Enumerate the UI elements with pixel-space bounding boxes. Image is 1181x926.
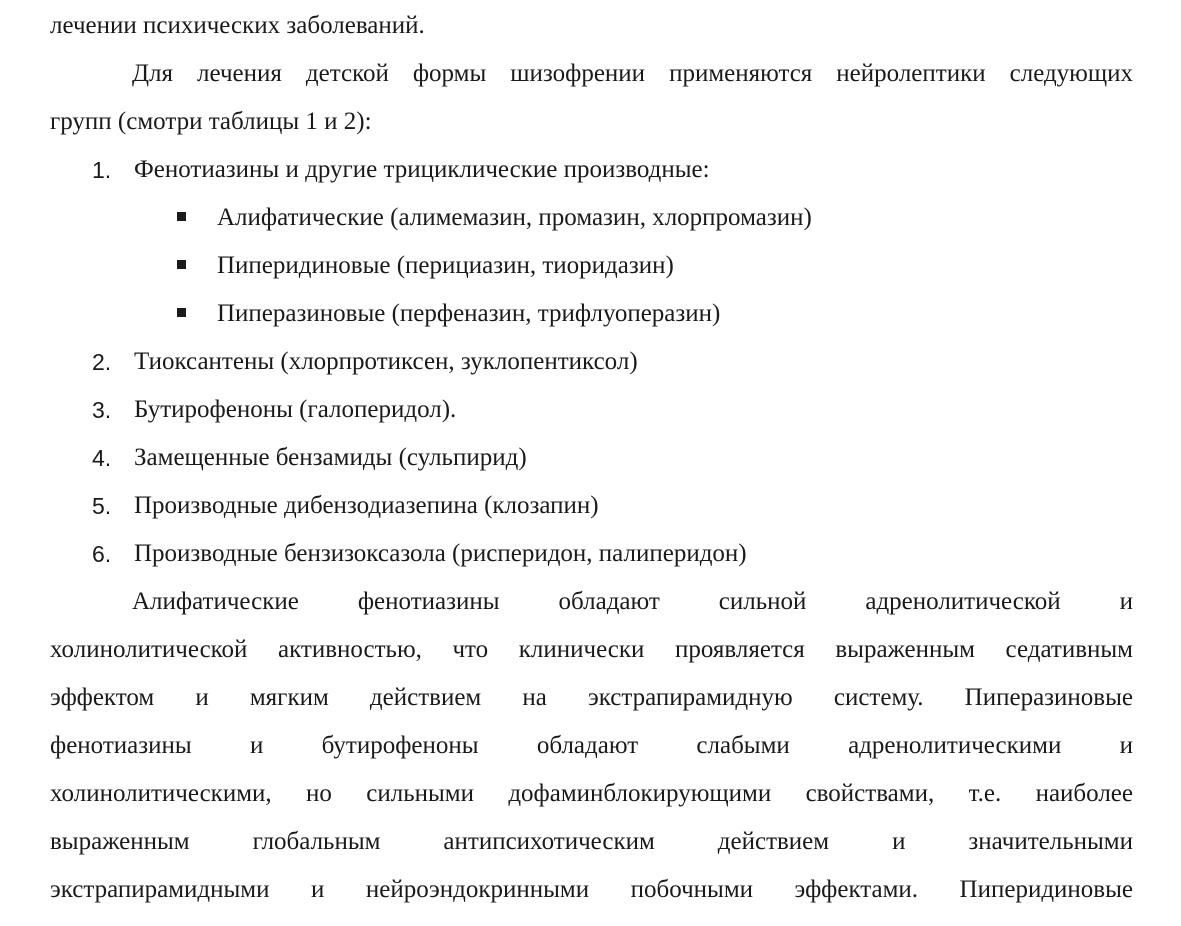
list-item-number: 1. (92, 157, 112, 183)
paragraph-line: экстрапирамидными и нейроэндокринными побочными эффектами. Пиперидиновые (50, 876, 1133, 903)
bullet-icon (177, 212, 186, 221)
sublist-item-text: Пиперидиновые (перициазин, тиоридазин) (217, 252, 674, 279)
list-item-number: 4. (92, 445, 112, 471)
list-item-text: Производные дибензодиазепина (клозапин) (134, 492, 599, 519)
list-item-number: 5. (92, 493, 112, 519)
list-item-text: Тиоксантены (хлорпротиксен, зуклопентиксол) (134, 348, 638, 375)
list-item-text: Бутирофеноны (галоперидол). (134, 396, 457, 423)
sublist-item-text: Алифатические (алимемазин, промазин, хлорпромазин) (217, 204, 812, 231)
paragraph-line: выраженным глобальным антипсихотическим действием и значительными (50, 828, 1133, 855)
paragraph-line: холинолитическими, но сильными дофаминблокирующими свойствами, т.е. наиболее (50, 780, 1133, 807)
list-item-number: 3. (92, 397, 112, 423)
bullet-icon (177, 308, 186, 317)
paragraph-line: холинолитической активностью, что клинически проявляется выраженным седативным (50, 636, 1133, 663)
list-item-number: 6. (92, 541, 112, 567)
bullet-icon (177, 260, 186, 269)
paragraph-line: эффектом и мягким действием на экстрапирамидную систему. Пиперазиновые (50, 684, 1133, 711)
paragraph-line: Алифатические фенотиазины обладают сильной адренолитической и (132, 588, 1133, 615)
continuation-line: лечении психических заболеваний. (50, 12, 425, 39)
list-item-text: Фенотиазины и другие трициклические производные: (134, 156, 710, 183)
list-item-number: 2. (92, 349, 112, 375)
intro-line-2: групп (смотри таблицы 1 и 2): (50, 108, 372, 135)
list-item-text: Производные бензизоксазола (рисперидон, палиперидон) (134, 540, 747, 567)
sublist-item-text: Пиперазиновые (перфеназин, трифлуоперазин) (217, 300, 721, 327)
paragraph-line: фенотиазины и бутирофеноны обладают слабыми адренолитическими и (50, 732, 1133, 759)
list-item-text: Замещенные бензамиды (сульпирид) (134, 444, 527, 471)
intro-line-1: Для лечения детской формы шизофрении применяются нейролептики следующих (132, 60, 1133, 87)
